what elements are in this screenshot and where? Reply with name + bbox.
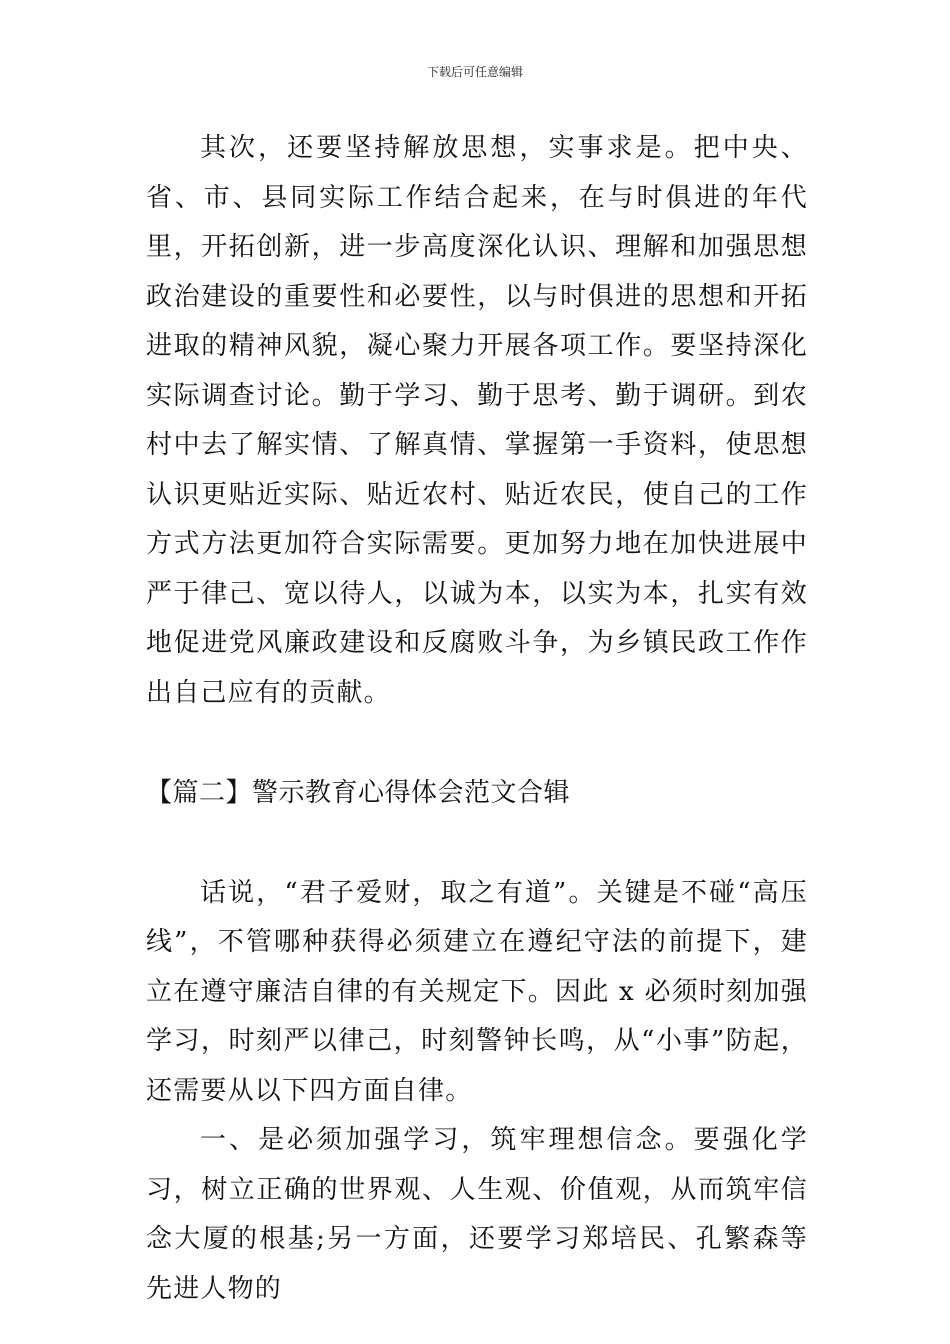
section-title: 【篇二】警示教育心得体会范文合辑 (146, 778, 571, 808)
paragraph-first-point: 一、是必须加强学习，筑牢理想信念。要强化学习，树立正确的世界观、人生观、价值观，从而筑牢信念大厦的根基;另一方面，还要学习郑培民、孔繁森等先进人物的 (146, 1125, 808, 1304)
paragraph-integrity-discipline: 话说，“君子爱财，取之有道”。关键是不碰“高压线”，不管哪种获得必须建立在遵纪守法的前提下，建立在遵守廉洁自律的有关规定下。因此 x 必须时刻加强学习，时刻严以律己，时刻警钟长鸣，从“小事”防起，还需要从以下四方面自律。 (146, 877, 808, 1106)
page-header-note: 下载后可任意编辑 (426, 65, 523, 79)
document-body (146, 124, 808, 1314)
paragraph-thought-liberation: 其次，还要坚持解放思想，实事求是。把中央、省、市、县同实际工作结合起来，在与时俱进的年代里，开拓创新，进一步高度深化认识、理解和加强思想政治建设的重要性和必要性，以与时俱进的思想和开拓进取的精神风貌，凝心聚力开展各项工作。要坚持深化实际调查讨论。勤于学习、勤于思考、勤于调研。到农村中去了解实情、了解真情、掌握第一手资料，使思想认识更贴近实际、贴近农村、贴近农民，使自己的工作方式方法更加符合实际需要。更加努力地在加快进展中严于律己、宽以待人，以诚为本，以实为本，扎实有效地促进党风廉政建设和反腐败斗争，为乡镇民政工作作出自己应有的贡献。 (146, 133, 808, 708)
